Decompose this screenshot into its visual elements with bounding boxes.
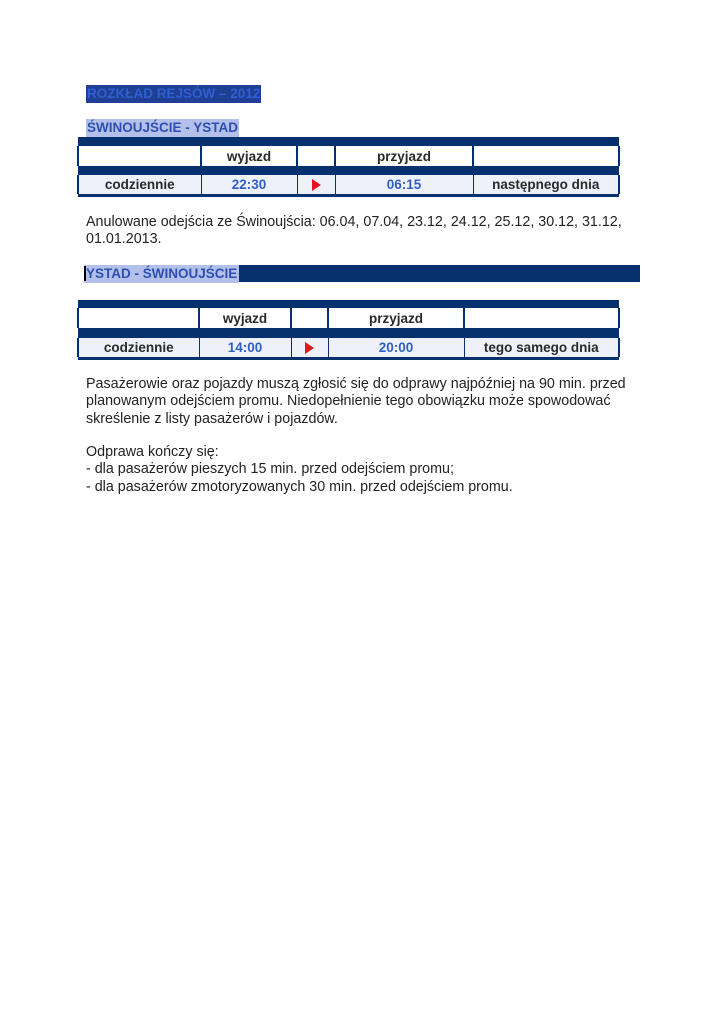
closing-line: - dla pasażerów zmotoryzowanych 30 min. przed odejściem promu.: [86, 478, 513, 495]
row-arrival-time: 20:00: [328, 338, 464, 357]
arrow-right-icon: [312, 179, 321, 191]
table-bottom-bar: [78, 357, 619, 360]
header-arrow-cell: [297, 146, 335, 166]
row-note: następnego dnia: [473, 175, 619, 194]
route-heading-ystad-swinoujscie: YSTAD - ŚWINOUJŚCIE: [86, 266, 238, 281]
table-mid-bar: [78, 328, 619, 338]
header-departure: wyjazd: [199, 308, 291, 328]
header-empty-cell: [78, 146, 201, 166]
checkin-line: skreślenie z listy pasażerów i pojazdów.: [86, 410, 338, 427]
schedule-table-swinoujscie-ystad: [77, 137, 620, 197]
table-row: [78, 175, 619, 194]
header-note-cell: [473, 146, 619, 166]
row-arrival-time: 06:15: [335, 175, 473, 194]
header-note-cell: [464, 308, 619, 328]
checkin-line: Pasażerowie oraz pojazdy muszą zgłosić się do odprawy najpóźniej na 90 min. przed: [86, 376, 626, 392]
row-arrow-cell: [297, 175, 335, 194]
row-departure-time: 14:00: [199, 338, 291, 357]
row-note: tego samego dnia: [464, 338, 619, 357]
cancellations-line: Anulowane odejścia ze Świnoujścia: 06.04, 07.04, 23.12, 24.12, 25.12, 30.12, 31.12,: [86, 214, 622, 230]
row-day: codziennie: [78, 338, 199, 357]
header-arrival: przyjazd: [335, 146, 473, 166]
table-header-row: [78, 146, 619, 166]
checkin-line: planowanym odejściem promu. Niedopełnienie tego obowiązku może spowodować: [86, 393, 611, 410]
table-header-row: [78, 308, 619, 328]
table-bottom-bar: [78, 194, 619, 197]
table-row: [78, 338, 619, 357]
row-arrow-cell: [291, 338, 328, 357]
row-day: codziennie: [78, 175, 201, 194]
closing-line: - dla pasażerów pieszych 15 min. przed odejściem promu;: [86, 461, 454, 478]
arrow-right-icon: [305, 342, 314, 354]
table-mid-bar: [78, 166, 619, 175]
cancellations-paragraph: [86, 214, 656, 249]
table-top-bar: [78, 300, 619, 308]
header-arrow-cell: [291, 308, 328, 328]
document-title: ROZKŁAD REJSÓW – 2012: [87, 86, 261, 101]
header-empty-cell: [78, 308, 199, 328]
header-departure: wyjazd: [201, 146, 297, 166]
closing-paragraph: [86, 444, 656, 496]
closing-line: Odprawa kończy się:: [86, 444, 219, 460]
checkin-paragraph: [86, 376, 656, 428]
route-heading-swinoujscie-ystad: ŚWINOUJŚCIE - YSTAD: [87, 120, 239, 135]
text-cursor: [84, 266, 86, 281]
row-departure-time: 22:30: [201, 175, 297, 194]
header-arrival: przyjazd: [328, 308, 464, 328]
cancellations-line: 01.01.2013.: [86, 231, 162, 248]
table-top-bar: [78, 137, 619, 146]
schedule-table-ystad-swinoujscie: [77, 300, 620, 360]
